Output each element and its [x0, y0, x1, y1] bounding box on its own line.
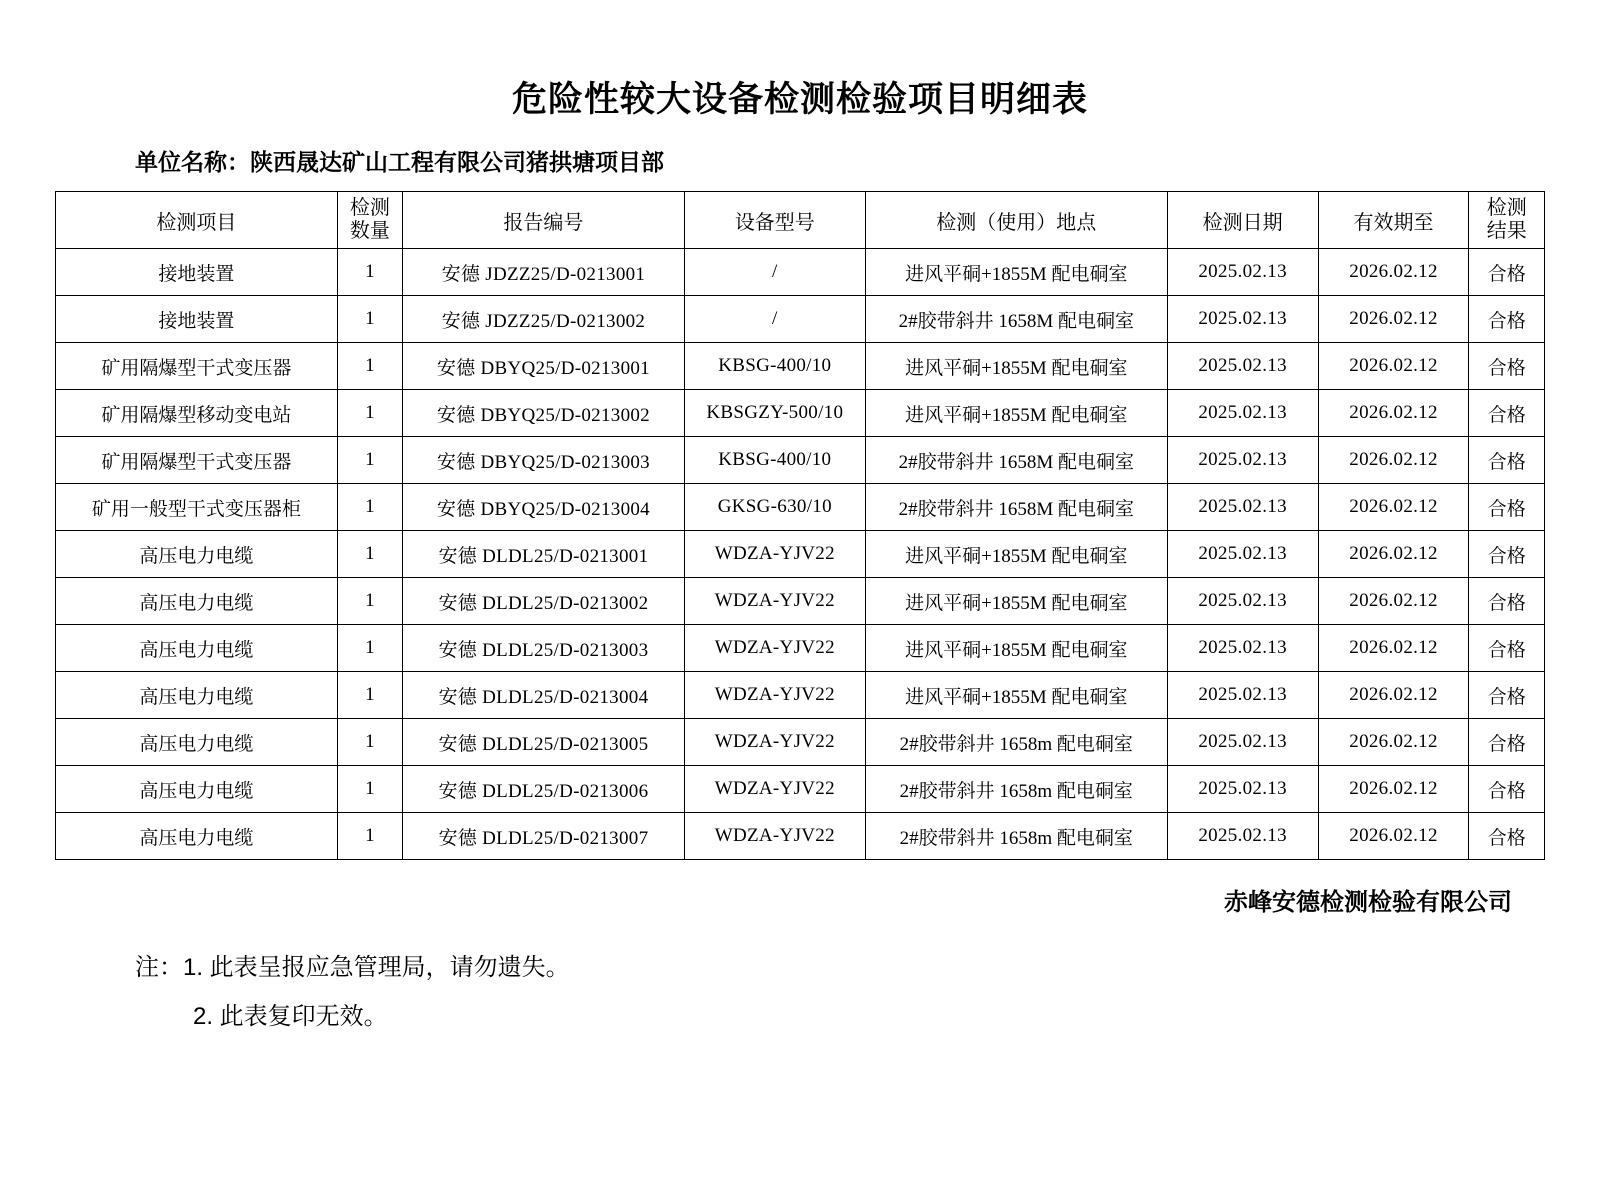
cell-test-date: 2025.02.13: [1167, 484, 1318, 531]
cell-result: 合格: [1469, 484, 1545, 531]
cell-model: WDZA-YJV22: [684, 672, 865, 719]
cell-valid-until: 2026.02.12: [1318, 719, 1469, 766]
column-header-result-line2: 结果: [1486, 220, 1527, 242]
cell-place: 进风平硐+1855M 配电硐室: [865, 672, 1167, 719]
cell-test-date: 2025.02.13: [1167, 531, 1318, 578]
column-header-place: 检测（使用）地点: [865, 192, 1167, 249]
cell-test-date: 2025.02.13: [1167, 437, 1318, 484]
cell-item: 矿用一般型干式变压器柜: [56, 484, 338, 531]
cell-place: 2#胶带斜井 1658m 配电硐室: [865, 813, 1167, 860]
cell-test-date: 2025.02.13: [1167, 390, 1318, 437]
cell-model: KBSG-400/10: [684, 343, 865, 390]
cell-valid-until: 2026.02.12: [1318, 343, 1469, 390]
cell-item: 高压电力电缆: [56, 625, 338, 672]
cell-result: 合格: [1469, 625, 1545, 672]
cell-item: 高压电力电缆: [56, 766, 338, 813]
cell-valid-until: 2026.02.12: [1318, 531, 1469, 578]
table-header-row: [56, 192, 1545, 249]
cell-model: KBSG-400/10: [684, 437, 865, 484]
column-header-test-date: 检测日期: [1167, 192, 1318, 249]
cell-item: 矿用隔爆型干式变压器: [56, 437, 338, 484]
document-page: [0, 72, 1600, 1203]
cell-model: WDZA-YJV22: [684, 766, 865, 813]
cell-place: 2#胶带斜井 1658M 配电硐室: [865, 484, 1167, 531]
cell-item: 高压电力电缆: [56, 719, 338, 766]
column-header-quantity-line1: 检测: [349, 197, 390, 219]
cell-report-no: 安德 DLDL25/D-0213002: [403, 578, 685, 625]
table-row: [56, 484, 1545, 531]
cell-model: GKSG-630/10: [684, 484, 865, 531]
cell-report-no: 安德 DLDL25/D-0213001: [403, 531, 685, 578]
cell-report-no: 安德 JDZZ25/D-0213001: [403, 249, 685, 296]
cell-quantity: 1: [337, 390, 402, 437]
column-header-model: 设备型号: [684, 192, 865, 249]
table-row: [56, 249, 1545, 296]
column-header-quantity-line2: 数量: [349, 220, 390, 242]
cell-report-no: 安德 DLDL25/D-0213004: [403, 672, 685, 719]
cell-quantity: 1: [337, 672, 402, 719]
table-row: [56, 437, 1545, 484]
cell-valid-until: 2026.02.12: [1318, 249, 1469, 296]
cell-report-no: 安德 DLDL25/D-0213005: [403, 719, 685, 766]
cell-valid-until: 2026.02.12: [1318, 296, 1469, 343]
note-item-1: 注：1. 此表呈报应急管理局，请勿遗失。: [135, 954, 570, 981]
cell-test-date: 2025.02.13: [1167, 296, 1318, 343]
cell-model: WDZA-YJV22: [684, 578, 865, 625]
cell-place: 2#胶带斜井 1658m 配电硐室: [865, 719, 1167, 766]
notes-section: [135, 947, 1600, 1031]
cell-test-date: 2025.02.13: [1167, 625, 1318, 672]
cell-report-no: 安德 DLDL25/D-0213006: [403, 766, 685, 813]
cell-model: /: [684, 296, 865, 343]
cell-model: WDZA-YJV22: [684, 531, 865, 578]
cell-report-no: 安德 DLDL25/D-0213003: [403, 625, 685, 672]
table-row: [56, 296, 1545, 343]
cell-result: 合格: [1469, 766, 1545, 813]
cell-test-date: 2025.02.13: [1167, 719, 1318, 766]
cell-result: 合格: [1469, 343, 1545, 390]
cell-valid-until: 2026.02.12: [1318, 484, 1469, 531]
cell-result: 合格: [1469, 390, 1545, 437]
cell-item: 矿用隔爆型干式变压器: [56, 343, 338, 390]
cell-place: 2#胶带斜井 1658m 配电硐室: [865, 766, 1167, 813]
cell-report-no: 安德 DLDL25/D-0213007: [403, 813, 685, 860]
cell-test-date: 2025.02.13: [1167, 672, 1318, 719]
cell-result: 合格: [1469, 249, 1545, 296]
table-row: [56, 719, 1545, 766]
cell-quantity: 1: [337, 625, 402, 672]
cell-quantity: 1: [337, 484, 402, 531]
cell-item: 高压电力电缆: [56, 813, 338, 860]
unit-name-label: 单位名称：: [135, 149, 250, 175]
cell-test-date: 2025.02.13: [1167, 249, 1318, 296]
cell-quantity: 1: [337, 578, 402, 625]
note-item-2: 2. 此表复印无效。: [193, 1003, 388, 1030]
cell-quantity: 1: [337, 437, 402, 484]
cell-place: 2#胶带斜井 1658M 配电硐室: [865, 437, 1167, 484]
table-row: [56, 813, 1545, 860]
cell-place: 进风平硐+1855M 配电硐室: [865, 390, 1167, 437]
cell-test-date: 2025.02.13: [1167, 766, 1318, 813]
cell-quantity: 1: [337, 531, 402, 578]
cell-report-no: 安德 DBYQ25/D-0213003: [403, 437, 685, 484]
cell-item: 接地装置: [56, 296, 338, 343]
cell-valid-until: 2026.02.12: [1318, 766, 1469, 813]
cell-quantity: 1: [337, 296, 402, 343]
cell-result: 合格: [1469, 719, 1545, 766]
unit-name-line: [135, 144, 1600, 177]
column-header-result: [1469, 192, 1545, 249]
cell-quantity: 1: [337, 766, 402, 813]
table-row: [56, 625, 1545, 672]
company-signature: 赤峰安德检测检验有限公司: [1224, 889, 1512, 916]
cell-place: 进风平硐+1855M 配电硐室: [865, 578, 1167, 625]
cell-report-no: 安德 DBYQ25/D-0213002: [403, 390, 685, 437]
table-row: [56, 578, 1545, 625]
column-header-result-line1: 检测: [1486, 197, 1527, 219]
cell-quantity: 1: [337, 343, 402, 390]
cell-model: WDZA-YJV22: [684, 625, 865, 672]
cell-valid-until: 2026.02.12: [1318, 813, 1469, 860]
cell-quantity: 1: [337, 249, 402, 296]
cell-result: 合格: [1469, 578, 1545, 625]
cell-place: 进风平硐+1855M 配电硐室: [865, 531, 1167, 578]
page-title: 危险性较大设备检测检验项目明细表: [511, 80, 1088, 119]
unit-name-value: 陕西晟达矿山工程有限公司猪拱塘项目部: [250, 149, 664, 175]
column-header-quantity: [337, 192, 402, 249]
cell-result: 合格: [1469, 531, 1545, 578]
cell-place: 进风平硐+1855M 配电硐室: [865, 343, 1167, 390]
cell-report-no: 安德 DBYQ25/D-0213004: [403, 484, 685, 531]
cell-report-no: 安德 DBYQ25/D-0213001: [403, 343, 685, 390]
cell-test-date: 2025.02.13: [1167, 578, 1318, 625]
cell-item: 接地装置: [56, 249, 338, 296]
cell-result: 合格: [1469, 813, 1545, 860]
cell-result: 合格: [1469, 672, 1545, 719]
cell-quantity: 1: [337, 813, 402, 860]
table-row: [56, 672, 1545, 719]
cell-model: /: [684, 249, 865, 296]
cell-item: 高压电力电缆: [56, 531, 338, 578]
table-row: [56, 766, 1545, 813]
cell-test-date: 2025.02.13: [1167, 343, 1318, 390]
table-row: [56, 531, 1545, 578]
cell-place: 进风平硐+1855M 配电硐室: [865, 625, 1167, 672]
cell-test-date: 2025.02.13: [1167, 813, 1318, 860]
cell-model: WDZA-YJV22: [684, 719, 865, 766]
cell-report-no: 安德 JDZZ25/D-0213002: [403, 296, 685, 343]
column-header-item: 检测项目: [56, 192, 338, 249]
cell-valid-until: 2026.02.12: [1318, 578, 1469, 625]
table-row: [56, 343, 1545, 390]
cell-quantity: 1: [337, 719, 402, 766]
table-row: [56, 390, 1545, 437]
cell-result: 合格: [1469, 437, 1545, 484]
cell-item: 高压电力电缆: [56, 672, 338, 719]
cell-valid-until: 2026.02.12: [1318, 437, 1469, 484]
column-header-report-no: 报告编号: [403, 192, 685, 249]
cell-item: 高压电力电缆: [56, 578, 338, 625]
cell-valid-until: 2026.02.12: [1318, 390, 1469, 437]
cell-valid-until: 2026.02.12: [1318, 672, 1469, 719]
cell-valid-until: 2026.02.12: [1318, 625, 1469, 672]
cell-place: 进风平硐+1855M 配电硐室: [865, 249, 1167, 296]
cell-result: 合格: [1469, 296, 1545, 343]
column-header-valid-until: 有效期至: [1318, 192, 1469, 249]
cell-item: 矿用隔爆型移动变电站: [56, 390, 338, 437]
cell-place: 2#胶带斜井 1658M 配电硐室: [865, 296, 1167, 343]
cell-model: KBSGZY-500/10: [684, 390, 865, 437]
cell-model: WDZA-YJV22: [684, 813, 865, 860]
inspection-table: [55, 191, 1545, 860]
